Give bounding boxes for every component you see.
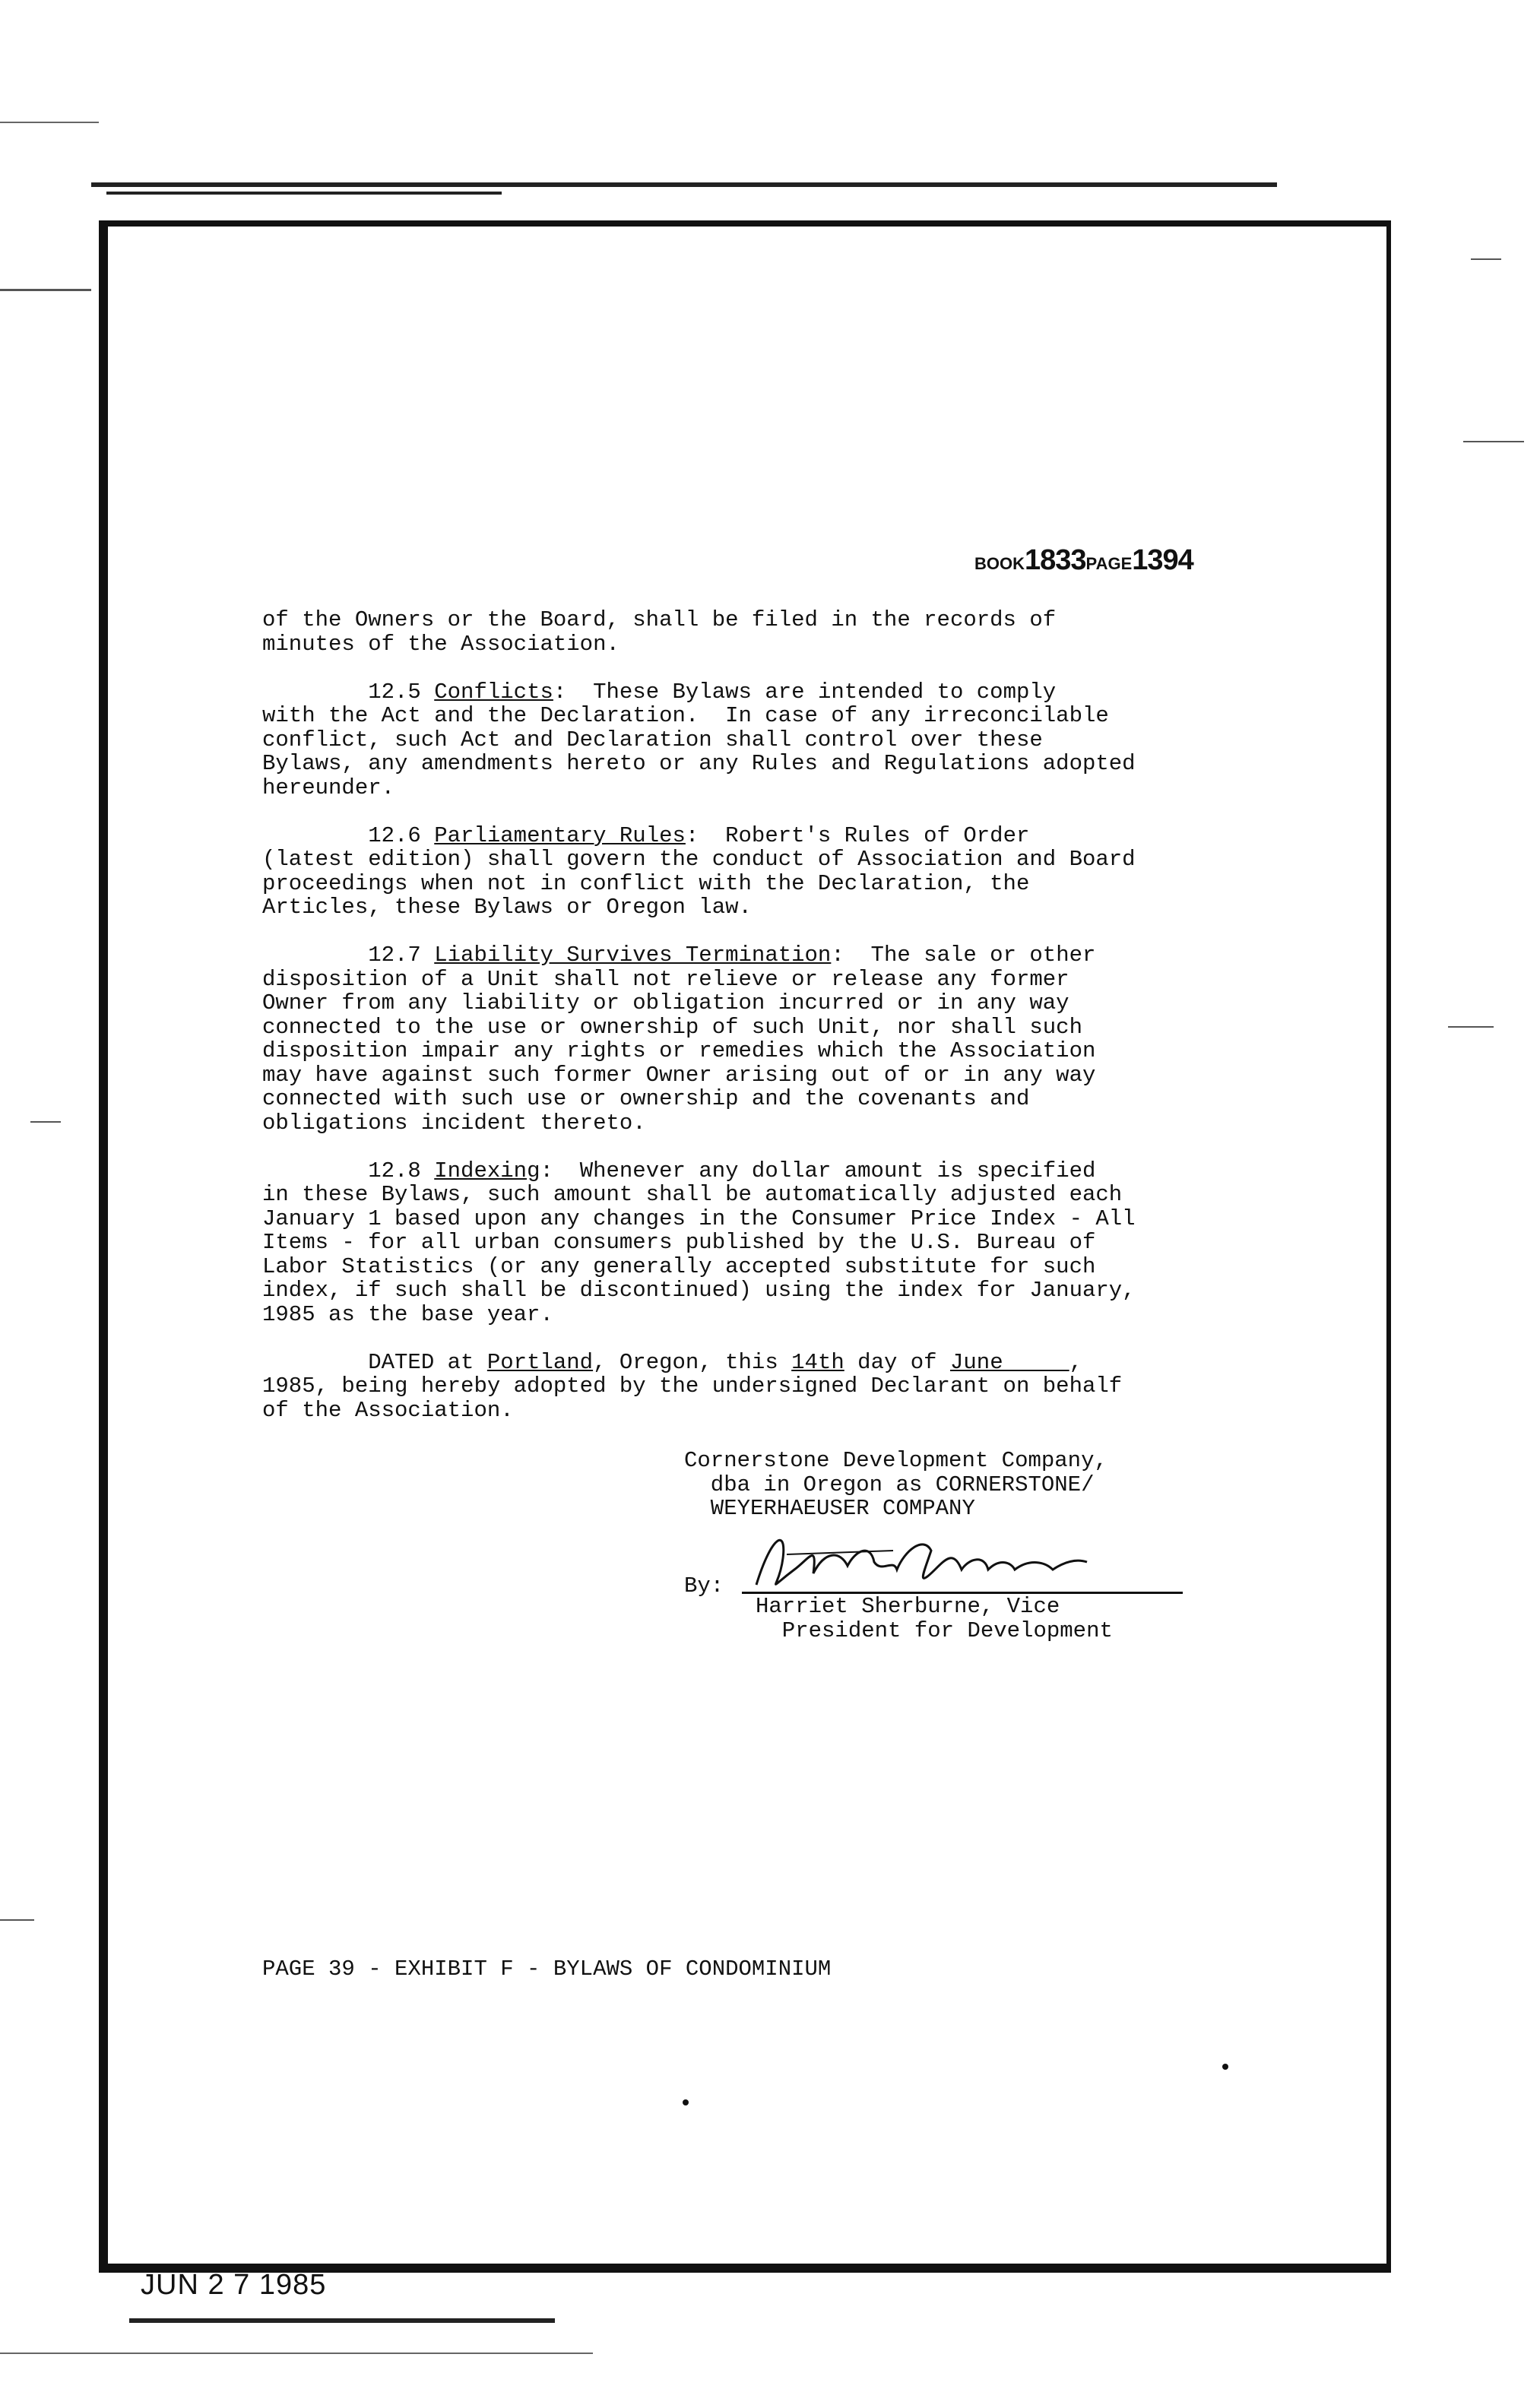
scan-artifact-left-tick bbox=[30, 1121, 61, 1123]
dated-paragraph bbox=[262, 1351, 1212, 1423]
scan-artifact-bottom-band bbox=[129, 2318, 555, 2323]
section-title: Liability Survives Termination bbox=[434, 943, 832, 968]
dated-text-2: , Oregon, this bbox=[593, 1349, 792, 1375]
scan-artifact-left-line bbox=[0, 289, 91, 291]
dated-day: 14th bbox=[791, 1349, 844, 1375]
scan-artifact-left-tick-2 bbox=[0, 1919, 34, 1921]
signer-name-title: Harriet Sherburne, Vice President for Development bbox=[756, 1594, 1113, 1643]
dated-city: Portland bbox=[486, 1349, 594, 1375]
scan-speck-2 bbox=[683, 2099, 689, 2105]
section-number: 12.8 bbox=[262, 1158, 435, 1183]
scan-artifact-right-line-2 bbox=[1463, 441, 1524, 442]
section-12-7 bbox=[262, 943, 1212, 1135]
section-text: : Whenever any dollar amount is specified in these Bylaws, such amount shall be automatically adjusted each January 1 based upon any changes in the Consumer Price Index - All Items - for all urban consumers published by the U.S. Bureau of Labor Statistics (or any generally accepted substitute for such index, if such shall be discontinued) using the index for January, 1985 as the base year. bbox=[262, 1158, 1136, 1327]
scan-artifact-top-left-line bbox=[0, 122, 99, 123]
dated-text: DATED at bbox=[262, 1349, 487, 1375]
section-title: Parliamentary Rules bbox=[434, 822, 686, 848]
by-label: By: bbox=[684, 1573, 724, 1598]
book-number: 1833 bbox=[1025, 544, 1086, 576]
section-12-8 bbox=[262, 1159, 1212, 1327]
dated-text-4: , 1985, being hereby adopted by the undersigned Declarant on behalf of the Association. bbox=[262, 1349, 1123, 1423]
paragraph-continuation: of the Owners or the Board, shall be filed in the records of minutes of the Association. bbox=[262, 607, 1057, 657]
page-footer: PAGE 39 - EXHIBIT F - BYLAWS OF CONDOMINIUM bbox=[262, 1956, 832, 1982]
page-number: 1394 bbox=[1132, 544, 1193, 576]
scan-speck bbox=[1222, 2064, 1228, 2070]
handwritten-signature bbox=[741, 1528, 1098, 1596]
section-number: 12.6 bbox=[262, 822, 435, 848]
dated-month: June bbox=[950, 1349, 1069, 1375]
book-label: BOOK bbox=[974, 554, 1025, 573]
section-number: 12.7 bbox=[262, 943, 435, 968]
scan-artifact-top-band-2 bbox=[106, 192, 502, 195]
book-page-stamp bbox=[974, 544, 1193, 577]
dated-text-3: day of bbox=[844, 1349, 950, 1375]
page-label: PAGE bbox=[1085, 554, 1133, 573]
section-title: Conflicts bbox=[434, 679, 553, 705]
scan-artifact-right-tick bbox=[1448, 1026, 1494, 1028]
section-text: : Robert's Rules of Order (latest edition) shall govern the conduct of Association and Board proceedings when not in conflict with the Declaration, the Articles, these Bylaws or Oregon law. bbox=[262, 822, 1136, 920]
company-name: Cornerstone Development Company, dba in Oregon as CORNERSTONE/ WEYERHAEUSER COMPANY bbox=[684, 1448, 1107, 1521]
scan-artifact-top-band bbox=[91, 182, 1277, 187]
section-text: : The sale or other disposition of a Unit shall not relieve or release any former Owner from any liability or obligation incurred or in any way connected to the use or ownership of such Unit, nor shall such disposition impair any rights or remedies which the Association may have against such former Owner arising out of or in any way connected with such use or ownership and the covenants and obligations incident thereto. bbox=[262, 943, 1096, 1136]
section-12-6 bbox=[262, 824, 1212, 920]
document-body bbox=[262, 608, 1212, 1446]
recording-date-stamp: JUN 2 7 1985 bbox=[141, 2269, 327, 2301]
section-text: : These Bylaws are intended to comply with the Act and the Declaration. In case of any irreconcilable conflict, such Act and Declaration shall control over these Bylaws, any amendments hereto or any Rules and Regulations adopted hereunder. bbox=[262, 679, 1136, 800]
section-number: 12.5 bbox=[262, 679, 435, 705]
section-title: Indexing bbox=[434, 1158, 540, 1183]
section-12-5 bbox=[262, 680, 1212, 800]
scan-artifact-right-line bbox=[1471, 258, 1501, 260]
scan-artifact-bottom-line bbox=[0, 2353, 593, 2354]
